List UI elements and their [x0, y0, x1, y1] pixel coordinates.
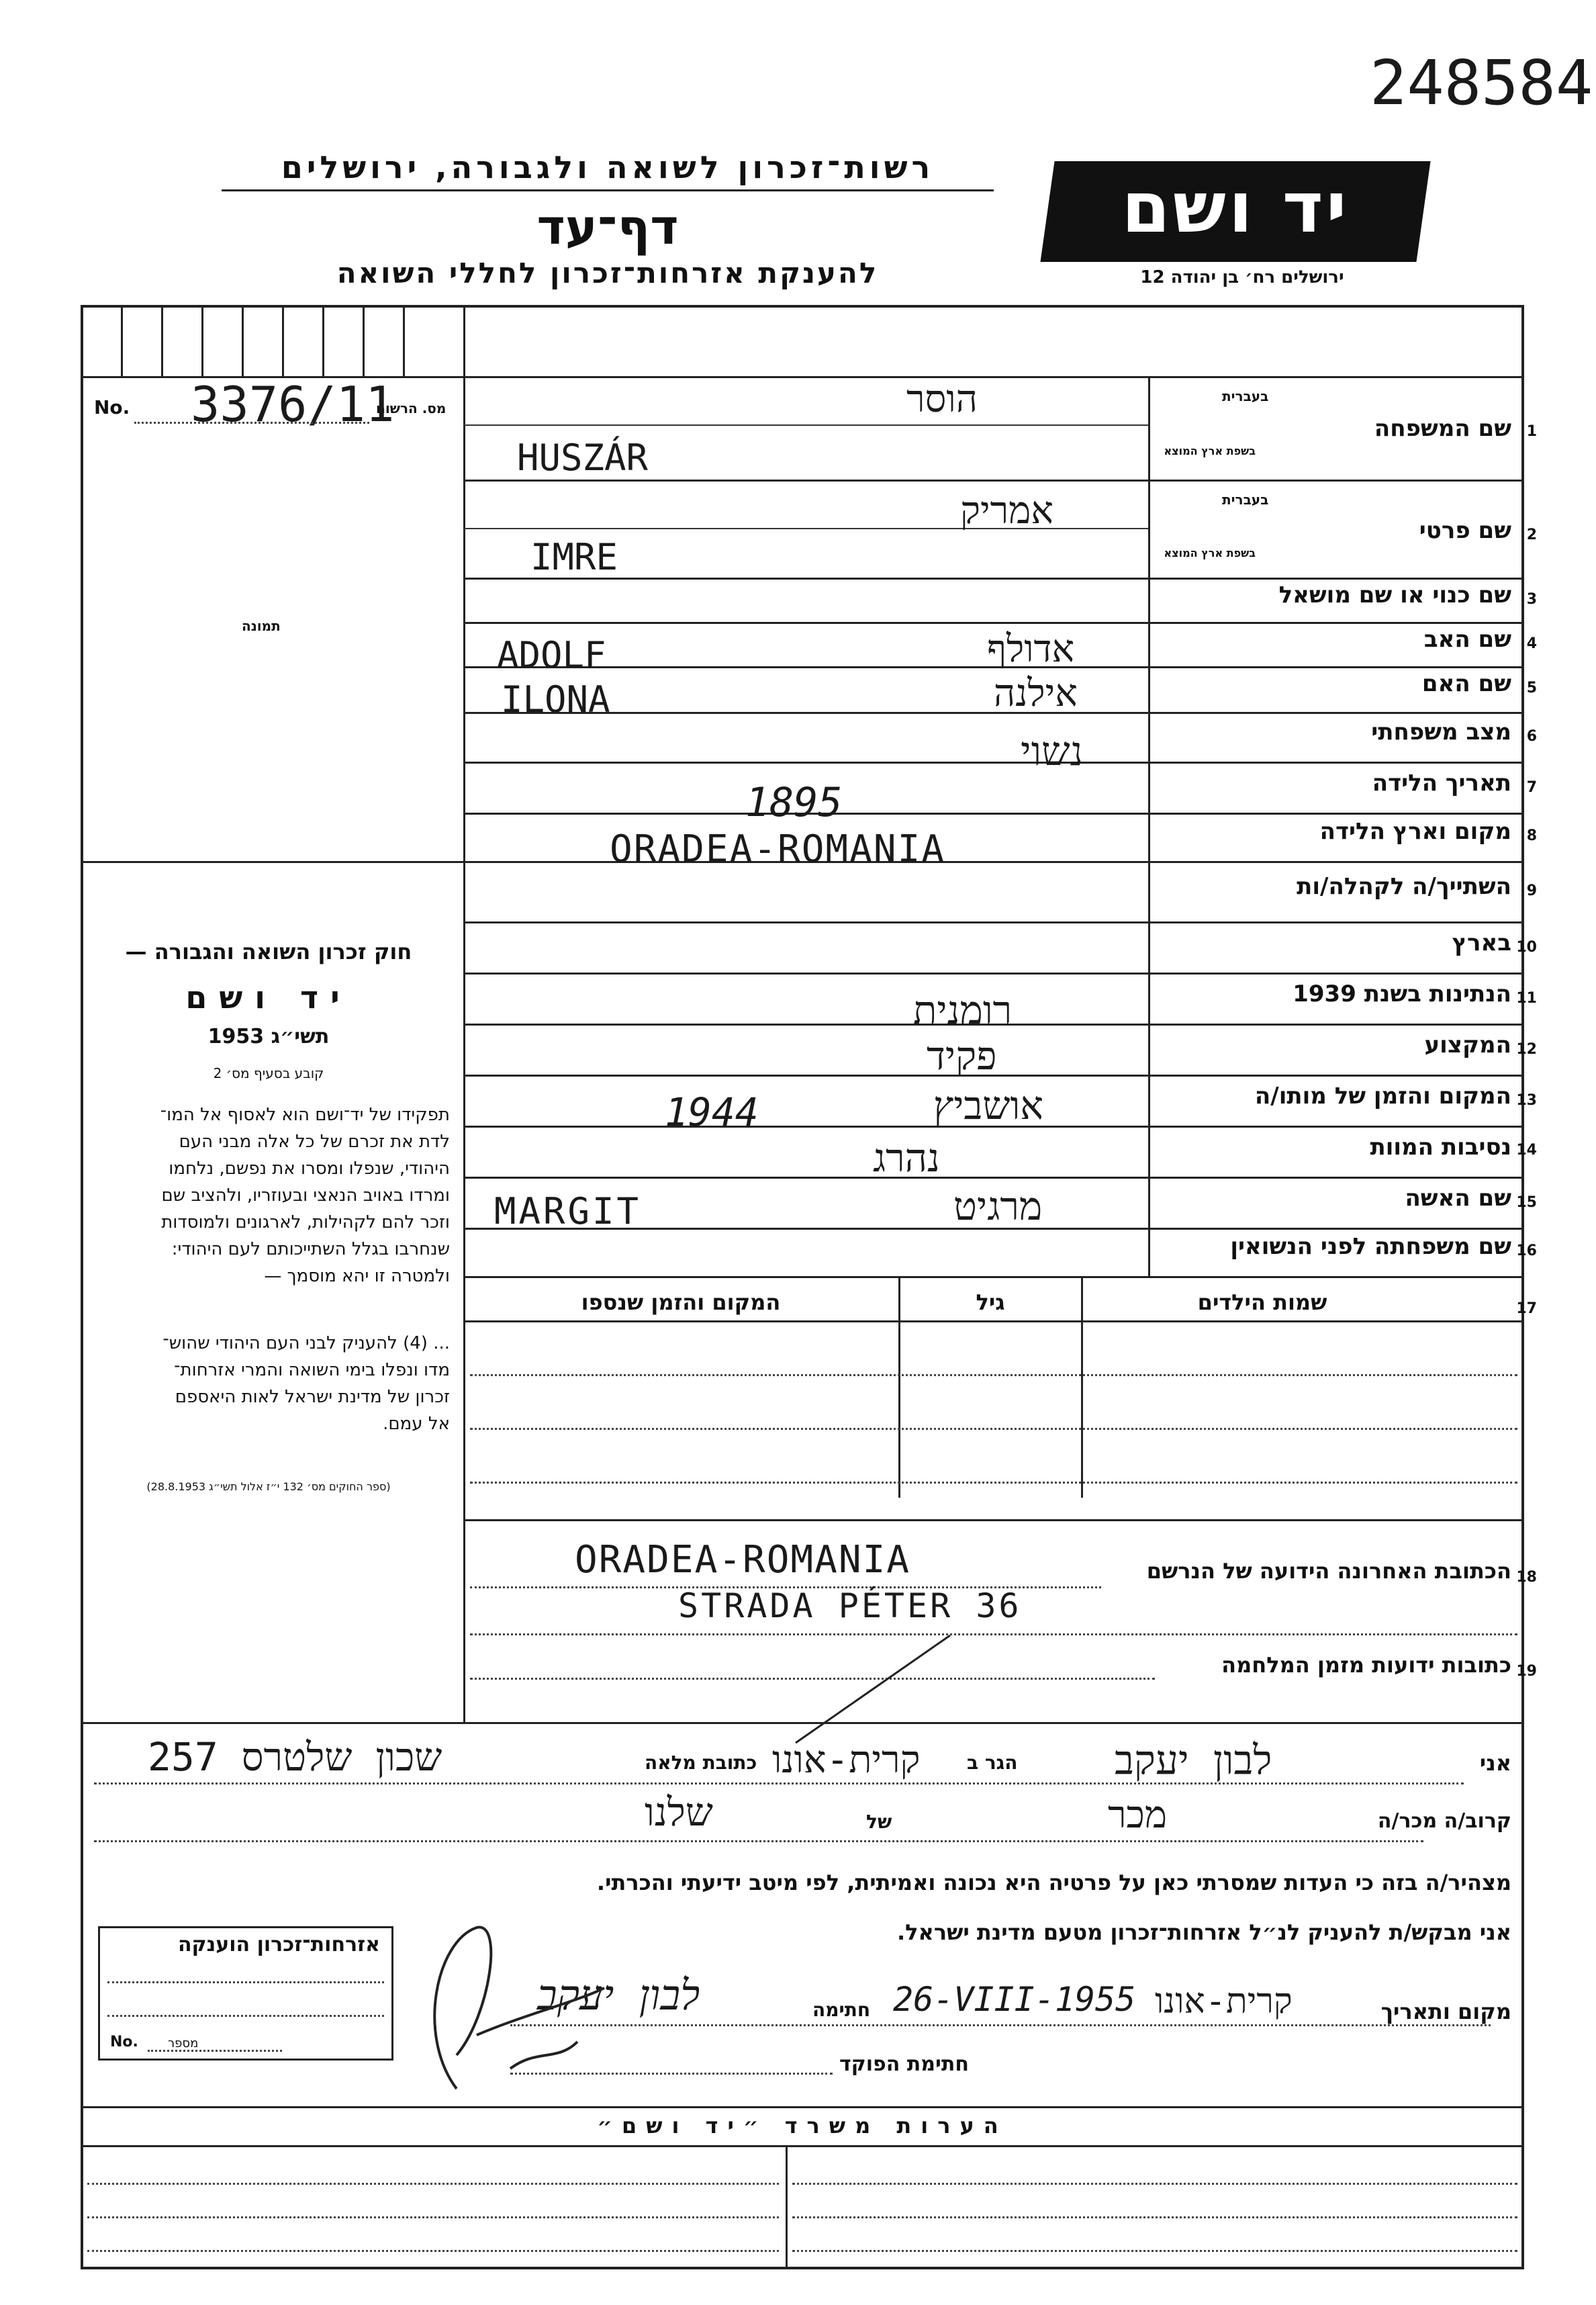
surname-hebrew[interactable]: הוסר: [906, 377, 978, 421]
law-clause: קובע בסעיף מס׳ 2: [213, 1065, 324, 1081]
officer-signature-label: חתימת הפוקד: [839, 2052, 969, 2076]
field-label: שם האשה: [1405, 1185, 1511, 1212]
law-line: ולמטרה זו יהא מוסמך —: [264, 1266, 450, 1286]
death-place-value[interactable]: אושביץ: [933, 1083, 1044, 1128]
field-number: 15: [1516, 1194, 1537, 1211]
officer-signature-scribble: [376, 1901, 631, 2102]
relation-label: קרוב/ה מכר/ה: [1377, 1809, 1511, 1833]
field-label: השתייך/ה לקהלה/ות: [1297, 873, 1511, 900]
law-line: וזכר להם לקהילות, לארגונים ולמוסדות: [161, 1212, 450, 1232]
law-line: ... (4) להעניק לבני העם היהודי שהוש־: [162, 1333, 450, 1353]
marital-status-value[interactable]: נשוי: [1021, 728, 1084, 775]
field-number: 11: [1516, 990, 1537, 1007]
field-label: שם האם: [1421, 670, 1511, 697]
children-number: 17: [1516, 1300, 1537, 1317]
field-label: שם פרטי: [1419, 517, 1511, 544]
field-label: תאריך הלידה: [1372, 770, 1511, 797]
field-number: 8: [1526, 827, 1537, 844]
wife-name-hebrew[interactable]: מרגיט: [953, 1183, 1043, 1229]
law-year: תשי״ג 1953: [207, 1025, 330, 1048]
children-names-header: שמות הילדים: [1197, 1290, 1327, 1315]
field-sub-hebrew: בעברית: [1222, 388, 1269, 404]
field-label: שם כנוי או שם מושאל: [1278, 582, 1511, 608]
office-notes-title: הערות משרד ״יד ושם״: [597, 2113, 1008, 2138]
law-line: מדו ונפלו בימי השואה והמרי אזרחות־: [174, 1360, 450, 1380]
children-age-header: גיל: [976, 1290, 1005, 1315]
children-place-header: המקום והזמן שנספו: [581, 1290, 781, 1315]
field-number: 1: [1526, 423, 1537, 440]
declarant-address[interactable]: שכון שלטרס 257: [148, 1734, 442, 1780]
field-number: 9: [1526, 883, 1537, 899]
sign-date[interactable]: 26-VIII-1955: [893, 1980, 1136, 2019]
field-number: 19: [1516, 1663, 1537, 1680]
law-paragraph-1: [87, 1101, 450, 1290]
place-date-label: מקום ותאריך: [1380, 1999, 1511, 2024]
wife-name-latin[interactable]: MARGIT: [494, 1190, 642, 1232]
registration-number[interactable]: 3376/11: [191, 376, 395, 433]
authority-title: רשות־זכרון לשואה ולגבורה, ירושלים: [281, 149, 935, 185]
strike-line: [792, 1632, 953, 1746]
birth-date-value[interactable]: 1895: [745, 779, 843, 826]
field-number: 5: [1526, 680, 1537, 696]
field-label: המקום והזמן של מותו/ה: [1254, 1083, 1511, 1110]
surname-latin[interactable]: HUSZÁR: [517, 437, 649, 479]
address-label: כתובת מלאה: [645, 1752, 757, 1774]
field-number: 14: [1516, 1142, 1537, 1159]
field-label: המקצוע: [1424, 1032, 1511, 1058]
declaration-i-label: אני: [1479, 1750, 1511, 1776]
sign-place[interactable]: קרית-אונו: [1155, 1981, 1293, 2022]
law-paragraph-2: [87, 1330, 450, 1437]
field-number: 12: [1516, 1041, 1537, 1058]
field-number: 2: [1526, 527, 1537, 543]
declarant-signature[interactable]: לבון יעקב: [537, 1971, 700, 2020]
law-line: היהודי, שנפלו ומסרו את נפשם, נלחמו: [169, 1159, 450, 1179]
field-number: 6: [1526, 728, 1537, 745]
profession-value[interactable]: פקיד: [927, 1033, 997, 1079]
field-label: שם המשפחה: [1374, 415, 1511, 442]
logo-text: יד ושם: [1121, 167, 1350, 248]
field-sub-hebrew: בעברית: [1222, 492, 1269, 508]
death-circumstances-value[interactable]: נהרג: [873, 1135, 940, 1181]
declarant-name[interactable]: לבון יעקב: [1115, 1737, 1272, 1784]
law-heading: חוק זכרון השואה והגבורה —: [125, 939, 412, 964]
field-label: הנתינות בשנת 1939: [1293, 981, 1511, 1007]
law-line: זכרון של מדינת ישראל לאות היאספם: [175, 1387, 450, 1407]
form-title: דף־עד: [536, 199, 679, 255]
law-source: (ספר החוקים מס׳ 132 י״ז אלול תשי״ג 28.8.1953): [146, 1480, 391, 1493]
field-sub-origin: בשפת ארץ המוצא: [1164, 547, 1256, 559]
resides-label: הגר ב: [967, 1752, 1018, 1774]
memorial-box-title: אזרחות־זכרון הוענקה: [177, 1933, 380, 1956]
mother-name-hebrew[interactable]: אילנה: [994, 672, 1078, 715]
field-number: 10: [1516, 939, 1537, 956]
declaration-request: אני מבקש/ת להעניק לנ״ל אזרחות־זכרון מטעם מדינת ישראל.: [897, 1919, 1511, 1945]
field-label: נסיבות המוות: [1370, 1134, 1511, 1161]
father-name-latin[interactable]: ADOLF: [497, 634, 606, 676]
of-value[interactable]: שלנו: [645, 1789, 713, 1835]
law-line: תפקידו של יד־ושם הוא לאסוף אל המו־: [160, 1105, 450, 1125]
registration-no-label: No.: [94, 396, 130, 418]
archive-number: 248584: [1370, 47, 1593, 119]
field-label: מצב משפחתי: [1371, 719, 1511, 745]
field-label: שם משפחתה לפני הנשואין: [1230, 1233, 1511, 1260]
photo-label: תמונה: [242, 618, 281, 634]
of-label: של: [866, 1811, 892, 1833]
field-label: שם האב: [1423, 626, 1511, 653]
field-number: 7: [1526, 779, 1537, 796]
birth-place-value[interactable]: ORADEA-ROMANIA: [610, 827, 946, 871]
declaration-statement: מצהיר/ה בזה כי העדות שמסרתי כאן על פרטיה היא נכונה ואמיתית, לפי מיטב ידיעתי והכרתי.: [596, 1870, 1511, 1895]
declarant-city[interactable]: קרית-אונו: [772, 1738, 921, 1782]
form-subtitle: להענקת אזרחות־זכרון לחללי השואה: [336, 257, 879, 289]
first-name-hebrew[interactable]: אמריק: [960, 489, 1053, 533]
law-line: ומרדו באויב הנאצי ובעוזריו, ולהציב שם: [161, 1185, 450, 1206]
war-addresses-label: כתובות ידועות מזמן המלחמה: [1221, 1652, 1511, 1678]
father-name-hebrew[interactable]: אדולף: [987, 627, 1075, 671]
first-name-latin[interactable]: IMRE: [530, 536, 618, 578]
law-line: שנחרבו בגלל השתייכותם לעם היהודי:: [171, 1239, 450, 1259]
mother-name-latin[interactable]: ILONA: [501, 678, 610, 721]
field-number: 13: [1516, 1092, 1537, 1109]
relation-value[interactable]: מכר: [1108, 1793, 1168, 1837]
memorial-box-no: No.: [110, 2034, 138, 2050]
last-address-label: הכתובת האחרונה הידועה של הנרשם: [1146, 1558, 1511, 1584]
field-label: מקום וארץ הלידה: [1319, 818, 1511, 845]
law-line: אל עמם.: [383, 1414, 450, 1434]
memorial-box-number-label: מספר: [168, 2036, 199, 2050]
field-label: בארץ: [1452, 930, 1511, 956]
death-year-value[interactable]: 1944: [665, 1089, 759, 1135]
field-number: 3: [1526, 591, 1537, 608]
law-line: לדת את זכרם של כל אלה מבני העם: [179, 1132, 450, 1152]
logo-address: ירושלים רח׳ בן יהודה 12: [1140, 267, 1344, 287]
law-name: יד ושם: [185, 979, 352, 1015]
nationality-value[interactable]: רומנית: [913, 987, 1013, 1033]
field-number: 16: [1516, 1242, 1537, 1259]
field-number: 18: [1516, 1569, 1537, 1586]
last-address-line-1[interactable]: ORADEA-ROMANIA: [575, 1538, 911, 1582]
last-address-line-2[interactable]: STRADA PÉTER 36: [678, 1586, 1022, 1625]
registration-label: מס. הרשום: [376, 400, 447, 416]
field-number: 4: [1526, 635, 1537, 652]
signature-label: חתימה: [812, 1999, 871, 2021]
field-sub-origin: בשפת ארץ המוצא: [1164, 445, 1256, 457]
